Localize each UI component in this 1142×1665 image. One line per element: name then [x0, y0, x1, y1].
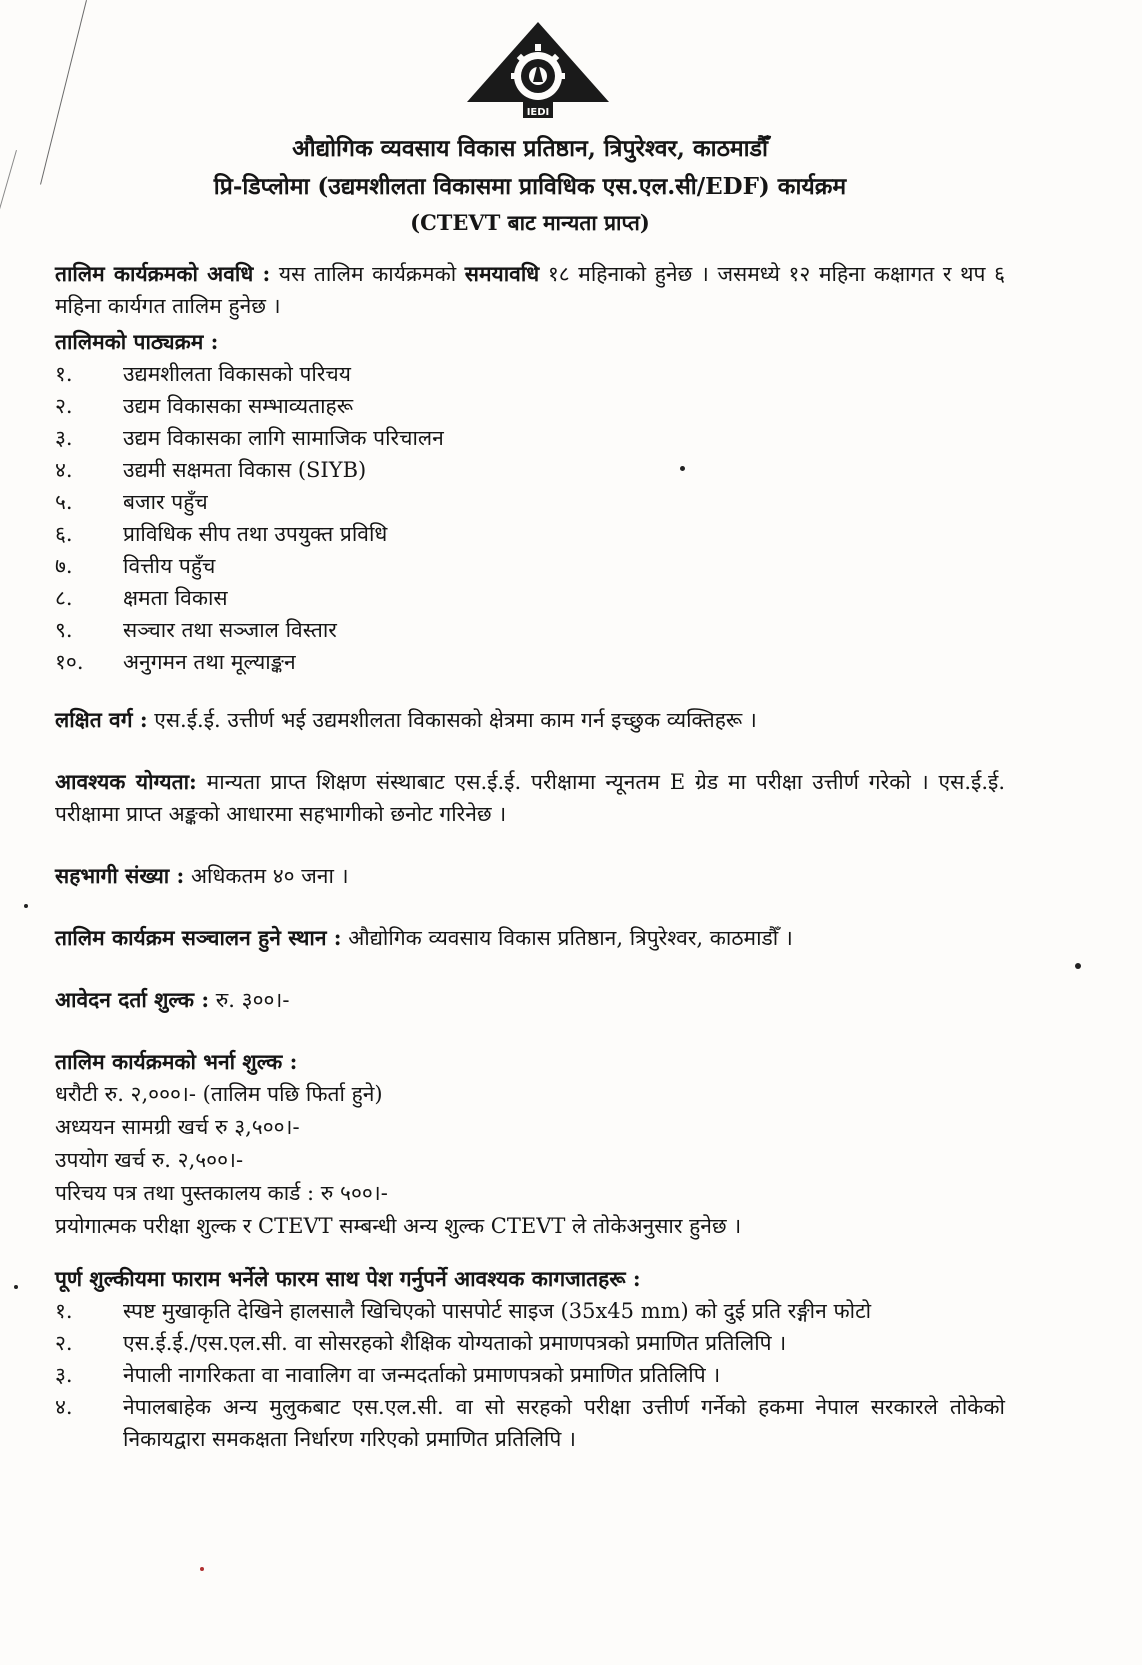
list-item-text: प्राविधिक सीप तथा उपयुक्त प्रविधि: [123, 522, 388, 546]
accreditation-note: (CTEVT बाट मान्यता प्राप्त): [410, 210, 650, 235]
list-item-text: क्षमता विकास: [123, 586, 228, 610]
curriculum-list: [55, 358, 1005, 678]
duration-text-b: १८ महिनाको हुनेछ । जसमध्ये १२ महिना कक्षागत र थप ६ महिना कार्यगत तालिम हुनेछ ।: [55, 262, 1005, 318]
list-item-number: २.: [55, 1331, 73, 1355]
list-item: [55, 454, 1005, 486]
list-item-number: १.: [55, 362, 73, 386]
document-body: [55, 258, 1005, 1455]
list-item-text: सञ्चार तथा सञ्जाल विस्तार: [123, 618, 337, 642]
list-item-number: ४.: [55, 458, 73, 482]
scan-speck: [1075, 963, 1081, 969]
list-item: [55, 486, 1005, 518]
list-item-text: एस.ई.ई./एस.एल.सी. वा सोसरहको शैक्षिक योग्यताको प्रमाणपत्रको प्रमाणित प्रतिलिपि ।: [123, 1331, 787, 1355]
scan-edge-line: [0, 150, 17, 371]
fee-line: प्रयोगात्मक परीक्षा शुल्क र CTEVT सम्बन्धी अन्य शुल्क CTEVT ले तोकेअनुसार हुनेछ ।: [55, 1214, 742, 1238]
scan-speck: [680, 466, 685, 471]
list-item: [55, 518, 1005, 550]
list-item-text: वित्तीय पहुँच: [123, 554, 216, 578]
list-item-text: उद्यमशीलता विकासको परिचय: [123, 362, 351, 386]
list-item: [55, 646, 1005, 678]
iedi-logo: [463, 18, 613, 128]
list-item-text: उद्यम विकासका लागि सामाजिक परिचालन: [123, 426, 444, 450]
list-item-text: बजार पहुँच: [123, 490, 208, 514]
list-item-number: ३.: [55, 1363, 73, 1387]
participants-section: [55, 860, 1005, 892]
admission-fee-list: [55, 1078, 1005, 1243]
application-fee-text: रु. ३००।-: [209, 988, 290, 1012]
documents-list: [55, 1295, 1005, 1455]
list-item: [55, 422, 1005, 454]
list-item-number: २.: [55, 394, 73, 418]
list-item: [55, 1327, 1005, 1359]
eligibility-label: आवश्यक योग्यता:: [55, 769, 197, 794]
list-item-number: ३.: [55, 426, 73, 450]
eligibility-section: [55, 766, 1005, 830]
fee-line: परिचय पत्र तथा पुस्तकालय कार्ड : रु ५००।-: [55, 1181, 388, 1205]
fee-line: अध्ययन सामग्री खर्च रु ३,५००।-: [55, 1115, 300, 1139]
program-title: प्रि-डिप्लोमा (उद्यमशीलता विकासमा प्राविधिक एस.एल.सी/EDF) कार्यक्रम: [213, 173, 847, 200]
list-item-number: ८.: [55, 586, 73, 610]
logo-text: IEDI: [526, 107, 550, 118]
participants-label: सहभागी संख्या :: [55, 863, 185, 888]
list-item-text: स्पष्ट मुखाकृति देखिने हालसालै खिचिएको पासपोर्ट साइज (35x45 mm) को दुई प्रति रङ्गीन फोटो: [123, 1299, 872, 1323]
list-item-text: नेपाली नागरिकता वा नावालिग वा जन्मदर्ताको प्रमाणपत्रको प्रमाणित प्रतिलिपि ।: [123, 1363, 721, 1387]
participants-text: अधिकतम ४० जना ।: [184, 864, 349, 888]
list-item: [55, 582, 1005, 614]
venue-section: [55, 922, 1005, 954]
scan-speck: [200, 1567, 204, 1571]
list-item: [55, 614, 1005, 646]
list-item-number: ७.: [55, 554, 73, 578]
scan-speck: [14, 1285, 18, 1289]
duration-bold: समयावधि: [464, 261, 540, 286]
fee-line: धरौटी रु. २,०००।- (तालिम पछि फिर्ता हुने): [55, 1082, 383, 1106]
venue-text: औद्योगिक व्यवसाय विकास प्रतिष्ठान, त्रिपुरेश्वर, काठमाडौँ ।: [341, 926, 793, 950]
list-item-text: उद्यमी सक्षमता विकास (SIYB): [123, 458, 367, 482]
duration-text-a: यस तालिम कार्यक्रमको: [270, 262, 465, 286]
list-item: [55, 1359, 1005, 1391]
documents-heading: पूर्ण शुल्कीयमा फाराम भर्नेले फारम साथ पेश गर्नुपर्ने आवश्यक कागजातहरू :: [55, 1266, 641, 1291]
duration-section: [55, 258, 1005, 322]
list-item-text: उद्यम विकासका सम्भाव्यताहरू: [123, 394, 354, 418]
list-item: [55, 1295, 1005, 1327]
admission-fee-heading: तालिम कार्यक्रमको भर्ना शुल्क :: [55, 1049, 298, 1074]
institution-name: औद्योगिक व्यवसाय विकास प्रतिष्ठान, त्रिपुरेश्वर, काठमाडौँ: [292, 135, 768, 162]
list-item-number: ९.: [55, 618, 73, 642]
fee-line: उपयोग खर्च रु. २,५००।-: [55, 1148, 244, 1172]
list-item: [55, 1391, 1005, 1455]
iedi-logo-icon: [463, 18, 613, 128]
duration-label: तालिम कार्यक्रमको अवधि :: [55, 261, 271, 286]
list-item-number: १०.: [55, 650, 84, 674]
scan-speck: [24, 904, 28, 908]
eligibility-text: मान्यता प्राप्त शिक्षण संस्थाबाट एस.ई.ई. परीक्षामा न्यूनतम E ग्रेड मा परीक्षा उत्तीर्ण गरेको । एस.ई.ई. परीक्षामा प्राप्त अङ्कको आधारमा सहभागीको छनोट गरिनेछ ।: [55, 770, 1006, 826]
venue-label: तालिम कार्यक्रम सञ्चालन हुने स्थान :: [55, 925, 342, 950]
list-item-number: ४.: [55, 1395, 73, 1419]
target-label: लक्षित वर्ग :: [55, 707, 148, 732]
document-header: [55, 130, 1005, 240]
application-fee-section: [55, 984, 1005, 1016]
list-item: [55, 358, 1005, 390]
list-item-text: अनुगमन तथा मूल्याङ्कन: [123, 650, 296, 674]
curriculum-heading: तालिमको पाठ्यक्रम :: [55, 329, 219, 354]
application-fee-label: आवेदन दर्ता शुल्क :: [55, 987, 210, 1012]
list-item-text: नेपालबाहेक अन्य मुलुकबाट एस.एल.सी. वा सो सरहको परीक्षा उत्तीर्ण गर्नेको हकमा नेपाल सरकारले तोकेको निकायद्वारा समकक्षता निर्धारण गरिएको प्रमाणित प्रतिलिपि ।: [123, 1395, 1005, 1451]
list-item: [55, 390, 1005, 422]
target-text: एस.ई.ई. उत्तीर्ण भई उद्यमशीलता विकासको क्षेत्रमा काम गर्न इच्छुक व्यक्तिहरू ।: [147, 708, 757, 732]
list-item: [55, 550, 1005, 582]
target-section: [55, 704, 1005, 736]
list-item-number: ५.: [55, 490, 73, 514]
list-item-number: ६.: [55, 522, 73, 546]
list-item-number: १.: [55, 1299, 73, 1323]
